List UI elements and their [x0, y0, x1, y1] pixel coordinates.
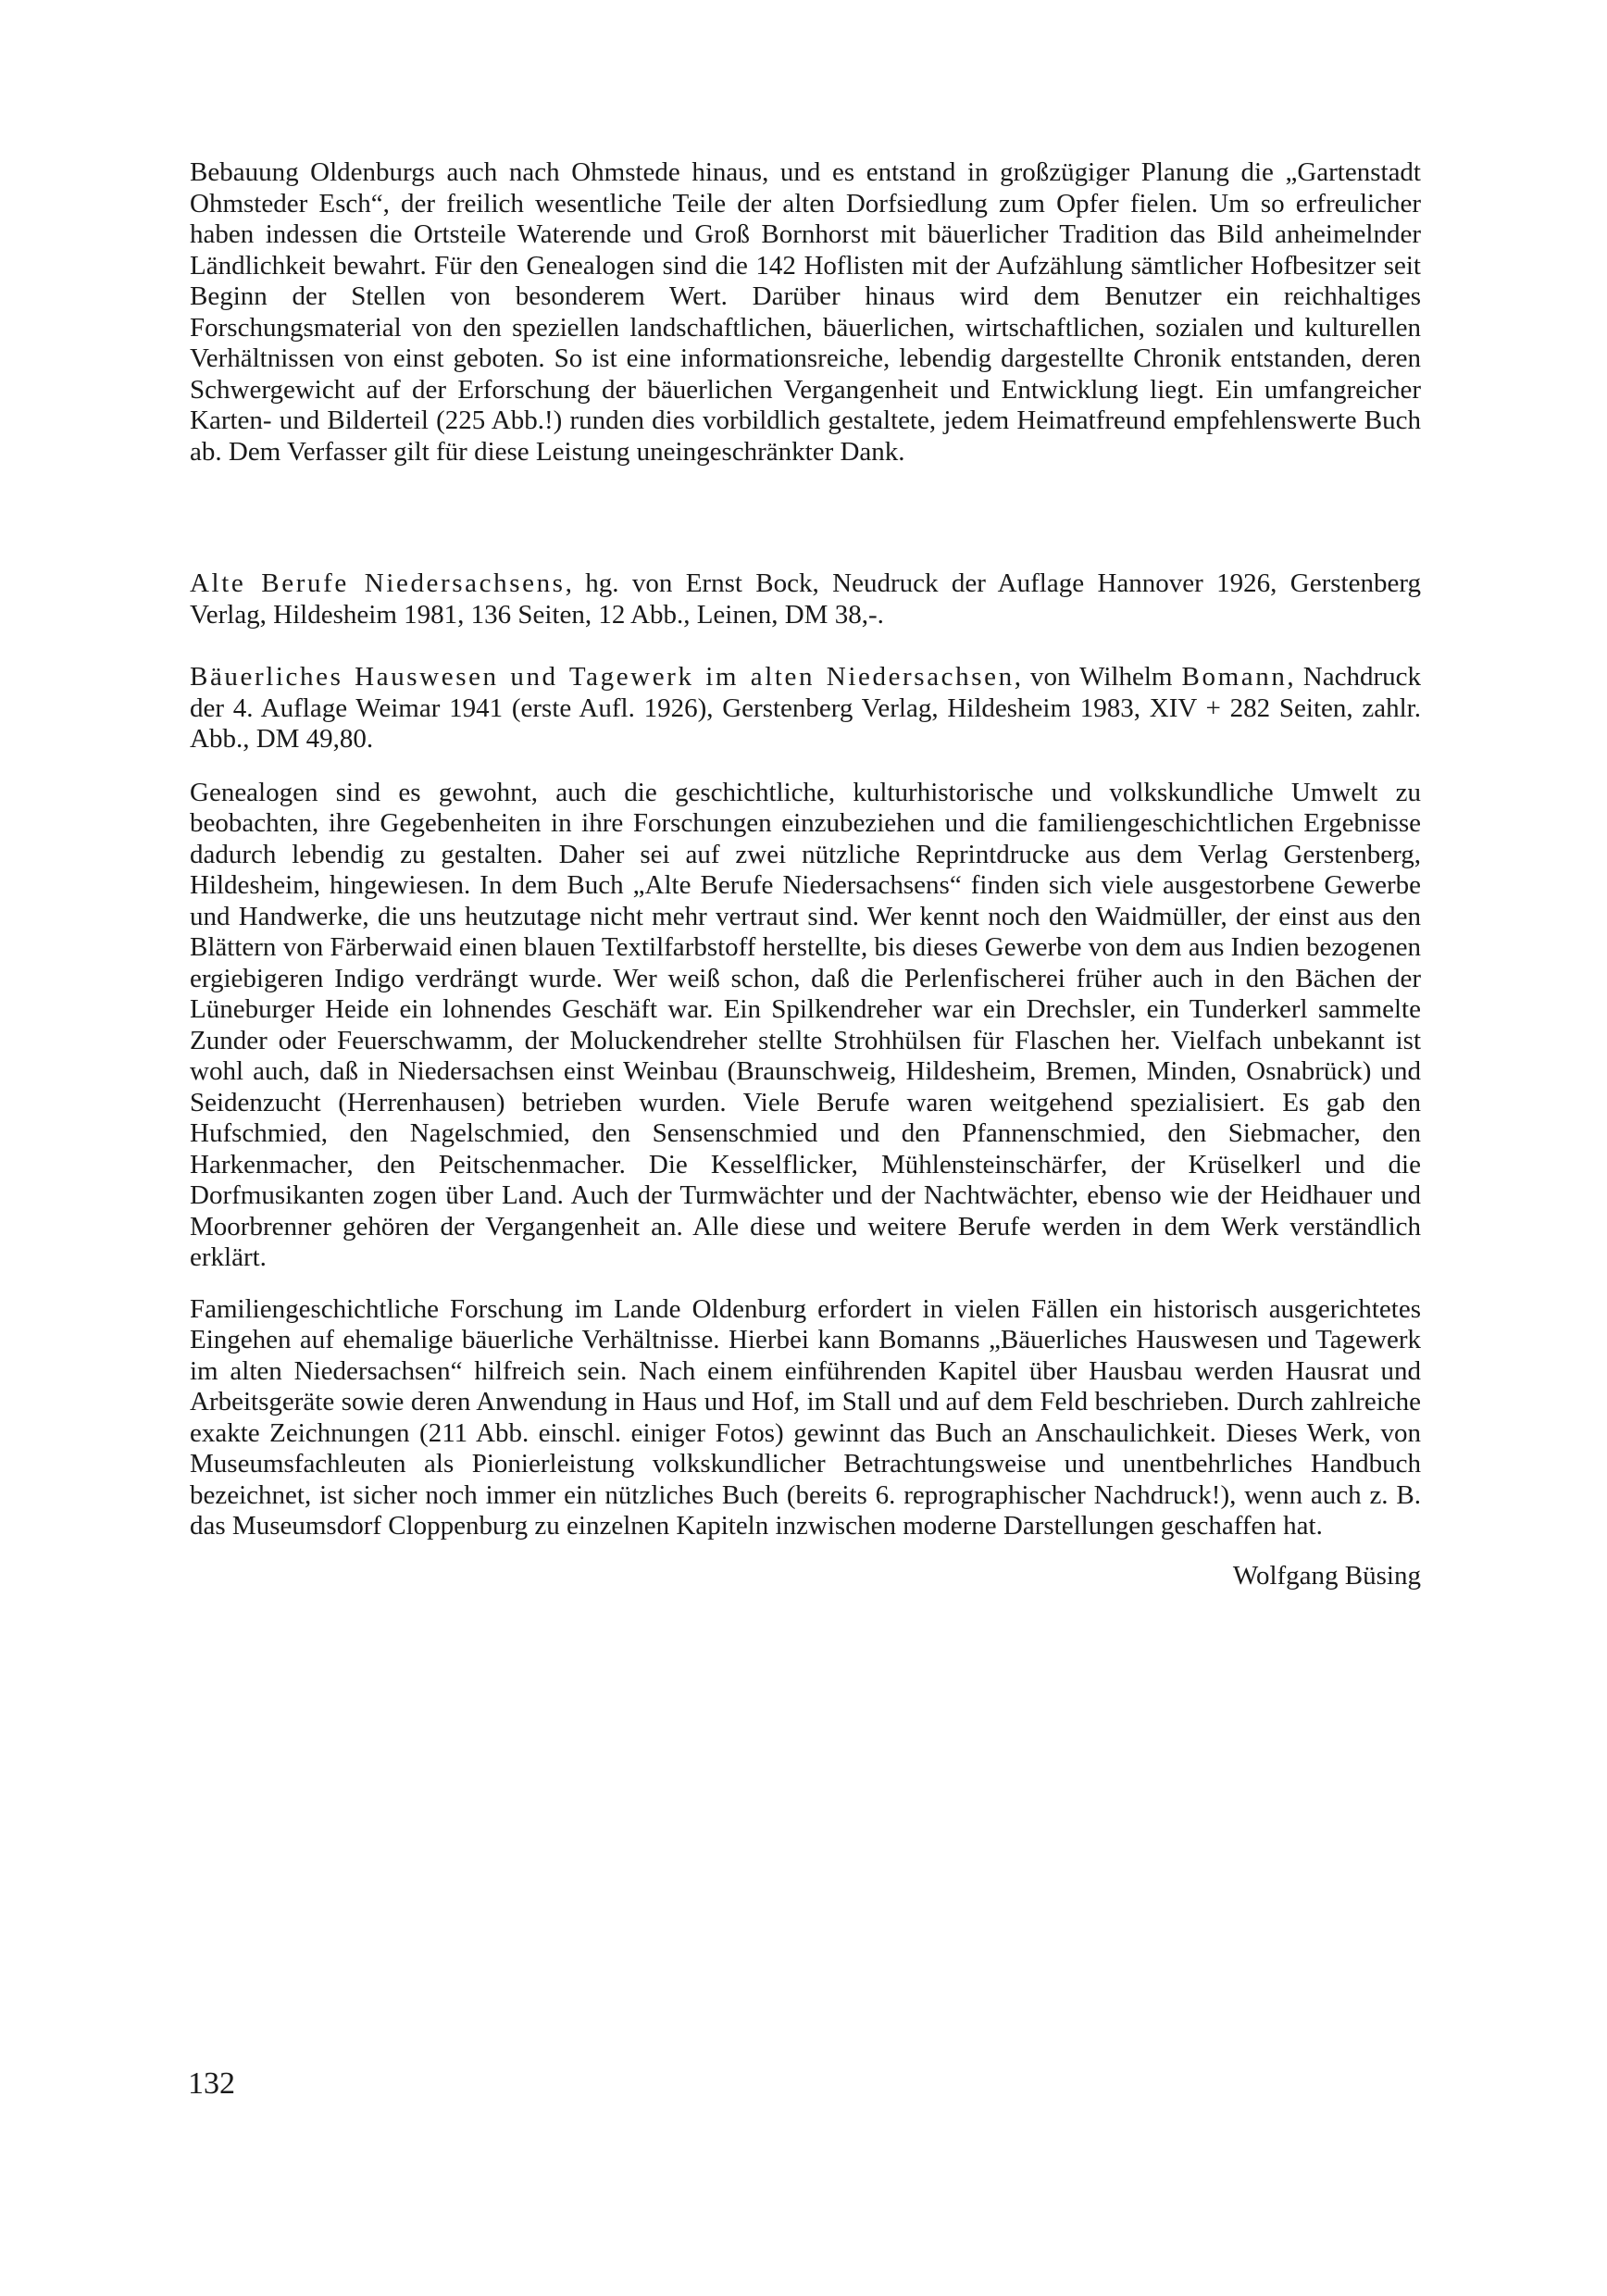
book-details: , hg. von Ernst Bock, Neudruck der Auflage Hannover 1926, Gerstenberg Verlag, Hildesheim 1981, 136 Seiten, 12 Abb., Leinen, DM 38,-. — [190, 568, 1421, 630]
book-details: , Nachdruck der 4. Auflage Weimar 1941 (erste Aufl. 1926), Gerstenberg Verlag, Hildesheim 1983, XIV + 282 Seiten, zahlr. Abb., DM 49,80. — [190, 662, 1421, 754]
review-body-paragraph: Familiengeschichtliche Forschung im Lande Oldenburg erfordert in vielen Fällen ein historisch ausgerichtetes Eingehen auf ehemalige bäuerliche Verhältnisse. Hierbei kann Bomanns „Bäuerliches Hauswesen und Tagewerk im alten Niedersachsen“ hilfreich sein. Nach einem einführenden Kapitel über Hausbau werden Hausrat und Arbeitsgeräte sowie deren Anwendung in Haus und Hof, im Stall und auf dem Feld beschrieben. Durch zahlreiche exakte Zeichnungen (211 Abb. einschl. einiger Fotos) gewinnt das Buch an Anschaulichkeit. Dieses Werk, von Museumsfachleuten als Pionierleistung volkskundlicher Betrachtungsweise und unentbehrliches Handbuch bezeichnet, ist sicher noch immer ein nützliches Buch (bereits 6. reprographischer Nachdruck!), wenn auch z. B. das Museumsdorf Cloppenburg zu einzelnen Kapiteln inzwischen moderne Darstellungen geschaffen hat. — [190, 1293, 1421, 1541]
page-content — [190, 157, 1421, 1618]
book-title: Bäuerliches Hauswesen und Tagewerk im alten Niedersachsen — [190, 662, 1015, 692]
book-author-prefix: , von Wilhelm — [1014, 662, 1182, 692]
review-body-paragraph: Genealogen sind es gewohnt, auch die geschichtliche, kulturhistorische und volkskundliche Umwelt zu beobachten, ihre Gegebenheiten in ihre Forschungen einzubeziehen und die familiengeschichtlichen Ergebnisse dadurch lebendig zu gestalten. Daher sei auf zwei nützliche Reprintdrucke aus dem Verlag Gerstenberg, Hildesheim, hingewiesen. In dem Buch „Alte Berufe Niedersachsens“ finden sich viele ausgestorbene Gewerbe und Handwerke, die uns heutzutage nicht mehr vertraut sind. Wer kennt noch den Waidmüller, der einst aus den Blättern von Färberwaid einen blauen Textilfarbstoff herstellte, bis dieses Gewerbe von dem aus Indien bezogenen ergiebigeren Indigo verdrängt wurde. Wer weiß schon, daß die Perlenfischerei früher auch in den Bächen der Lüneburger Heide ein lohnendes Geschäft war. Ein Spilkendreher war ein Drechsler, ein Tunderkerl sammelte Zunder oder Feuerschwamm, der Moluckendreher stellte Strohhülsen für Flaschen her. Vielfach unbekannt ist wohl auch, daß in Niedersachsen einst Weinbau (Braunschweig, Hildesheim, Bremen, Minden, Osnabrück) und Seidenzucht (Herrenhausen) betrieben wurden. Viele Berufe waren weitgehend spezialisiert. Es gab den Hufschmied, den Nagelschmied, den Sensenschmied und den Pfannenschmied, den Siebmacher, den Harkenmacher, den Peitschenmacher. Die Kesselflicker, Mühlensteinschärfer, der Krüselkerl und die Dorfmusikanten zogen über Land. Auch der Turmwächter und der Nachtwächter, ebenso wie der Heidhauer und Moorbrenner gehören der Vergangenheit an. Alle diese und weitere Berufe werden in dem Werk verständlich erklärt. — [190, 777, 1421, 1272]
bibliography-entry-1 — [190, 568, 1421, 630]
page-number: 132 — [188, 2066, 235, 2101]
review-continuation-paragraph: Bebauung Oldenburgs auch nach Ohmstede hinaus, und es entstand in großzügiger Planung die „Gartenstadt Ohmsteder Esch“, der freilich wesentliche Teile der alten Dorfsiedlung zum Opfer fielen. Um so erfreulicher haben indessen die Ortsteile Waterende und Groß Bornhorst mit bäuerlicher Tradition das Bild anheimelnder Ländlichkeit bewahrt. Für den Genealogen sind die 142 Hoflisten mit der Aufzählung sämtlicher Hofbesitzer seit Beginn der Stellen von besonderem Wert. Darüber hinaus wird dem Benutzer ein reichhaltiges Forschungsmaterial von den speziellen landschaftlichen, bäuerlichen, wirtschaftlichen, sozialen und kulturellen Verhältnissen von einst geboten. So ist eine informationsreiche, lebendig dargestellte Chronik entstanden, deren Schwergewicht auf der Erforschung der bäuerlichen Vergangenheit und Entwicklung liegt. Ein umfangreicher Karten- und Bilderteil (225 Abb.!) runden dies vorbildlich gestaltete, jedem Heimatfreund empfehlenswerte Buch ab. Dem Verfasser gilt für diese Leistung uneingeschränkter Dank. — [190, 157, 1421, 467]
reviewer-signature: Wolfgang Büsing — [1232, 1560, 1421, 1591]
bibliography-entry-2 — [190, 662, 1421, 755]
book-author: Bomann — [1181, 662, 1288, 692]
book-title: Alte Berufe Niedersachsens — [190, 568, 566, 598]
